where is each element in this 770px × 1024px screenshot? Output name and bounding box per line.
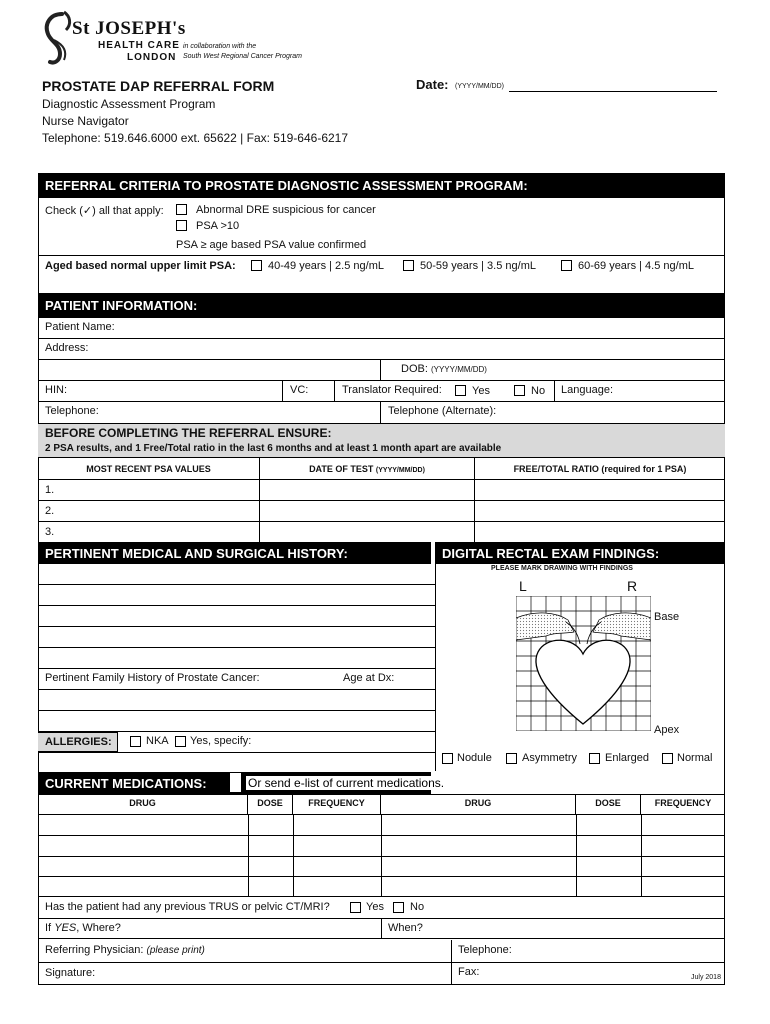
psa-value-cell[interactable] bbox=[38, 480, 260, 501]
elist-checkbox-box[interactable] bbox=[230, 773, 241, 792]
medication-col-divider bbox=[293, 814, 294, 896]
medication-col-drug: DRUG bbox=[381, 794, 576, 814]
criteria-header: REFERRAL CRITERIA TO PROSTATE DIAGNOSTIC ASSESSMENT PROGRAM: bbox=[38, 173, 725, 198]
language-field[interactable]: Language: bbox=[555, 381, 725, 402]
translator-no-checkbox[interactable] bbox=[514, 385, 525, 396]
psa-row-number: 3. bbox=[45, 526, 55, 538]
dob-field[interactable]: DOB: (YYYY/MM/DD) bbox=[381, 360, 725, 381]
history-line[interactable] bbox=[38, 689, 435, 690]
psa-col-date: DATE OF TEST (YYYY/MM/DD) bbox=[260, 458, 475, 480]
date-field[interactable] bbox=[509, 91, 717, 92]
translator-required: Translator Required: bbox=[335, 381, 555, 402]
telephone-alt-field[interactable]: Telephone (Alternate): bbox=[388, 405, 497, 417]
psa-ratio-cell[interactable] bbox=[475, 501, 725, 522]
dre-instruction: PLEASE MARK DRAWING WITH FINDINGS bbox=[491, 565, 633, 572]
address-field[interactable]: Address: bbox=[38, 339, 725, 360]
trus-question: Has the patient had any previous TRUS or pelvic CT/MRI? bbox=[45, 901, 330, 913]
history-line[interactable] bbox=[38, 626, 435, 627]
translator-no-label: No bbox=[531, 385, 546, 397]
allergies-label: ALLERGIES: bbox=[38, 732, 118, 752]
age-50-59-checkbox[interactable] bbox=[403, 260, 414, 271]
trus-no-label: No bbox=[410, 901, 425, 913]
psa-value-cell[interactable] bbox=[38, 522, 260, 543]
history-line[interactable] bbox=[38, 668, 435, 669]
allergy-yes-checkbox[interactable] bbox=[175, 736, 186, 747]
psa-over-10-checkbox[interactable] bbox=[176, 220, 187, 231]
signature-field[interactable]: Signature: bbox=[45, 967, 96, 979]
psa-row-number: 2. bbox=[45, 505, 55, 517]
age-40-49-label: 40-49 years | 2.5 ng/mL bbox=[268, 260, 384, 272]
psa-ratio-cell[interactable] bbox=[475, 522, 725, 543]
logo-health-care: HEALTH CARE bbox=[98, 40, 180, 51]
collab-line-1: in collaboration with the bbox=[183, 43, 257, 50]
divider bbox=[38, 938, 725, 939]
before-note: 2 PSA results, and 1 Free/Total ratio in the last 6 months and at least 1 month apart are available bbox=[45, 443, 502, 454]
psa-age-based-label: PSA ≥ age based PSA value confirmed bbox=[176, 239, 367, 251]
medication-col-drug: DRUG bbox=[38, 794, 248, 814]
nurse-navigator: Nurse Navigator bbox=[42, 114, 129, 128]
patient-name-field[interactable]: Patient Name: bbox=[38, 318, 725, 339]
medication-col-frequency: FREQUENCY bbox=[293, 794, 381, 814]
check-label: Check (✓) all that apply: bbox=[45, 205, 164, 217]
history-header: PERTINENT MEDICAL AND SURGICAL HISTORY: bbox=[38, 542, 431, 564]
normal-checkbox[interactable] bbox=[662, 753, 673, 764]
age-40-49-checkbox[interactable] bbox=[251, 260, 262, 271]
medication-col-frequency: FREQUENCY bbox=[654, 798, 712, 808]
age-60-69-label: 60-69 years | 4.5 ng/mL bbox=[578, 260, 694, 272]
nodule-label: Nodule bbox=[457, 752, 492, 764]
history-line[interactable] bbox=[38, 605, 435, 606]
contact-line: Telephone: 519.646.6000 ext. 65622 | Fax: 519-646-6217 bbox=[42, 131, 349, 145]
dre-base-label: Base bbox=[654, 611, 680, 623]
age-50-59-label: 50-59 years | 3.5 ng/mL bbox=[420, 260, 536, 272]
form-title: PROSTATE DAP REFERRAL FORM bbox=[42, 78, 275, 94]
address-line-2[interactable] bbox=[38, 360, 381, 381]
divider bbox=[381, 918, 382, 938]
psa-date-cell[interactable] bbox=[260, 480, 475, 501]
history-line[interactable] bbox=[38, 647, 435, 648]
divider bbox=[38, 896, 725, 897]
enlarged-checkbox[interactable] bbox=[589, 753, 600, 764]
enlarged-label: Enlarged bbox=[605, 752, 650, 764]
medication-col-divider bbox=[641, 814, 642, 896]
when-field[interactable]: When? bbox=[388, 922, 423, 934]
divider bbox=[38, 962, 725, 963]
collab-line-2: South West Regional Cancer Program bbox=[183, 53, 302, 60]
medications-header: CURRENT MEDICATIONS: bbox=[38, 772, 241, 794]
dre-left-label: L bbox=[519, 578, 527, 594]
psa-row-number: 1. bbox=[45, 484, 55, 496]
medication-col-divider bbox=[248, 814, 249, 896]
psa-col-ratio: FREE/TOTAL RATIO (required for 1 PSA) bbox=[475, 458, 725, 480]
telephone-field[interactable]: Telephone: bbox=[38, 402, 381, 423]
before-header: BEFORE COMPLETING THE REFERRAL ENSURE: bbox=[45, 426, 332, 440]
patient-header: PATIENT INFORMATION: bbox=[38, 293, 725, 318]
if-yes-where-field[interactable]: If YES, Where? bbox=[45, 922, 121, 934]
date-label: Date: bbox=[416, 77, 449, 92]
history-line[interactable] bbox=[38, 710, 435, 711]
history-line[interactable] bbox=[38, 584, 435, 585]
date-format: (YYYY/MM/DD) bbox=[455, 83, 504, 90]
trus-no-checkbox[interactable] bbox=[393, 902, 404, 913]
referring-physician-field[interactable]: Referring Physician: (please print) bbox=[45, 944, 205, 956]
version-date: July 2018 bbox=[691, 974, 721, 981]
medication-col-divider bbox=[381, 814, 382, 896]
abnormal-dre-label: Abnormal DRE suspicious for cancer bbox=[196, 204, 376, 216]
psa-col-most-recent: MOST RECENT PSA VALUES bbox=[38, 458, 260, 480]
dre-apex-label: Apex bbox=[654, 724, 680, 736]
logo-name: St JOSEPH's bbox=[72, 18, 186, 39]
age-dx-label: Age at Dx: bbox=[343, 672, 395, 684]
divider bbox=[435, 564, 436, 771]
medication-col-divider bbox=[576, 814, 577, 896]
prostate-diagram[interactable] bbox=[516, 596, 651, 731]
logo bbox=[40, 10, 190, 70]
divider bbox=[38, 752, 435, 753]
trus-yes-label: Yes bbox=[366, 901, 384, 913]
translator-yes-checkbox[interactable] bbox=[455, 385, 466, 396]
age-60-69-checkbox[interactable] bbox=[561, 260, 572, 271]
vc-field[interactable]: VC: bbox=[283, 381, 335, 402]
physician-telephone-field[interactable]: Telephone: bbox=[458, 944, 512, 956]
medications-elist-label: Or send e-list of current medications. bbox=[248, 776, 445, 790]
abnormal-dre-checkbox[interactable] bbox=[176, 204, 187, 215]
psa-over-10-label: PSA >10 bbox=[196, 220, 240, 232]
nka-checkbox[interactable] bbox=[130, 736, 141, 747]
asymmetry-label: Asymmetry bbox=[522, 752, 577, 764]
hin-field[interactable]: HIN: bbox=[38, 381, 283, 402]
nodule-checkbox[interactable] bbox=[442, 753, 453, 764]
aged-limit-label: Aged based normal upper limit PSA: bbox=[45, 260, 236, 272]
medication-col-dose: DOSE bbox=[248, 794, 293, 814]
medication-col-dose: DOSE bbox=[576, 794, 641, 814]
normal-label: Normal bbox=[677, 752, 713, 764]
trus-yes-checkbox[interactable] bbox=[350, 902, 361, 913]
divider bbox=[38, 255, 725, 256]
program-name: Diagnostic Assessment Program bbox=[42, 97, 216, 111]
dre-right-label: R bbox=[627, 578, 638, 594]
asymmetry-checkbox[interactable] bbox=[506, 753, 517, 764]
psa-date-cell[interactable] bbox=[260, 501, 475, 522]
psa-value-cell[interactable] bbox=[38, 501, 260, 522]
translator-yes-label: Yes bbox=[472, 385, 490, 397]
psa-ratio-cell[interactable] bbox=[475, 480, 725, 501]
dre-header: DIGITAL RECTAL EXAM FINDINGS: bbox=[435, 542, 725, 564]
physician-fax-field[interactable]: Fax: bbox=[458, 966, 480, 978]
allergy-yes-label: Yes, specify: bbox=[190, 735, 252, 747]
family-history-label: Pertinent Family History of Prostate Cancer: bbox=[45, 672, 260, 684]
logo-london: LONDON bbox=[127, 52, 177, 63]
nka-label: NKA bbox=[146, 735, 169, 747]
psa-date-cell[interactable] bbox=[260, 522, 475, 543]
